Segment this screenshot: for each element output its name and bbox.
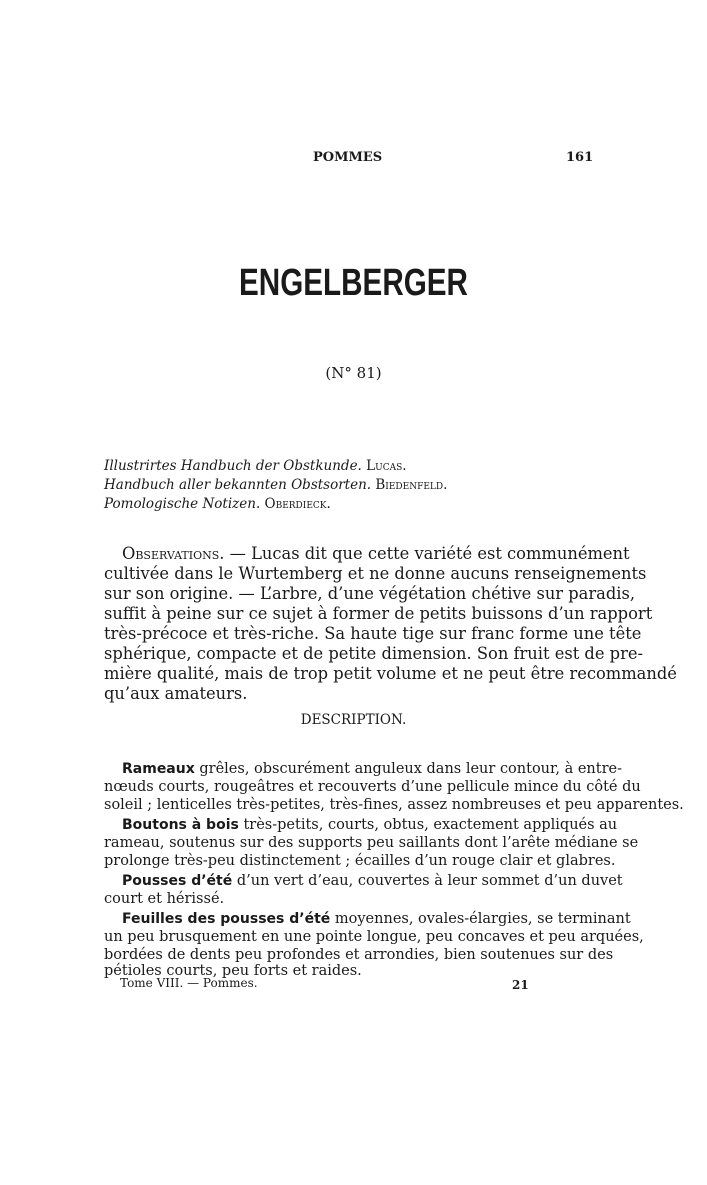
observations-line: suffit à peine sur ce sujet à former de petits buissons d’un rapport [104, 604, 653, 623]
footer-volume: Tome VIII. — Pommes. [120, 976, 258, 990]
observations-line: cultivée dans le Wurtemberg et ne donne aucuns renseignements [104, 564, 647, 583]
observations-label: Observations. [122, 544, 225, 563]
description-line: bordées de dents peu profondes et arrondies, bien soutenues sur des [104, 947, 614, 963]
description-line: pétioles courts, peu forts et raides. [104, 963, 362, 979]
description-line: court et hérissé. [104, 891, 225, 907]
variety-number: (N° 81) [325, 364, 382, 382]
description-line: nœuds courts, rougeâtres et recouverts d’une pellicule mince du côté du [104, 779, 641, 795]
observations-line: qu’aux amateurs. [104, 684, 248, 703]
footer-signature: 21 [512, 978, 529, 992]
description-line: rameau, soutenus sur des supports peu saillants dont l’arête médiane se [104, 835, 639, 851]
term: Feuilles des pousses d’été [122, 911, 331, 927]
description-line: un peu brusquement en une pointe longue, peu concaves et peu arquées, [104, 929, 644, 945]
term: Boutons à bois [122, 817, 239, 833]
description-line: Boutons à bois très-petits, courts, obtus, exactement appliqués au [122, 817, 618, 833]
description-line: Rameaux grêles, obscurément anguleux dans leur contour, à entre- [122, 761, 622, 777]
reference-author: Biedenfeld. [375, 477, 448, 493]
observations-line: Observations. — Lucas dit que cette variété est communément [122, 544, 630, 563]
observations-line: mière qualité, mais de trop petit volume et ne peut être recommandé [104, 664, 677, 683]
reference-work: Pomologische Notizen. [104, 496, 261, 512]
page-number: 161 [566, 150, 594, 165]
description-line: Feuilles des pousses d’été moyennes, ovales-élargies, se terminant [122, 911, 631, 927]
reference-work: Illustrirtes Handbuch der Obstkunde. [104, 458, 362, 474]
description-line: prolonge très-peu distinctement ; écailles d’un rouge clair et glabres. [104, 853, 616, 869]
description-line: soleil ; lenticelles très-petites, très-fines, assez nombreuses et peu apparentes. [104, 797, 684, 813]
term: Pousses d’été [122, 873, 233, 889]
reference-author: Oberdieck. [264, 496, 331, 512]
reference [104, 496, 331, 512]
reference [104, 477, 447, 493]
observations-line: sur son origine. — L’arbre, d’une végétation chétive sur paradis, [104, 584, 636, 603]
reference-author: Lucas. [366, 458, 407, 474]
reference-work: Handbuch aller bekannten Obstsorten. [104, 477, 372, 493]
observations-line: très-précoce et très-riche. Sa haute tige sur franc forme une tête [104, 624, 642, 643]
page-title: ENGELBERGER [239, 262, 468, 304]
reference [104, 458, 407, 474]
section-heading: DESCRIPTION. [300, 712, 407, 728]
description-line: Pousses d’été d’un vert d’eau, couvertes à leur sommet d’un duvet [122, 873, 623, 889]
term: Rameaux [122, 761, 195, 777]
running-title: POMMES [313, 150, 383, 165]
observations-line: sphérique, compacte et de petite dimension. Son fruit est de pre- [104, 644, 643, 663]
